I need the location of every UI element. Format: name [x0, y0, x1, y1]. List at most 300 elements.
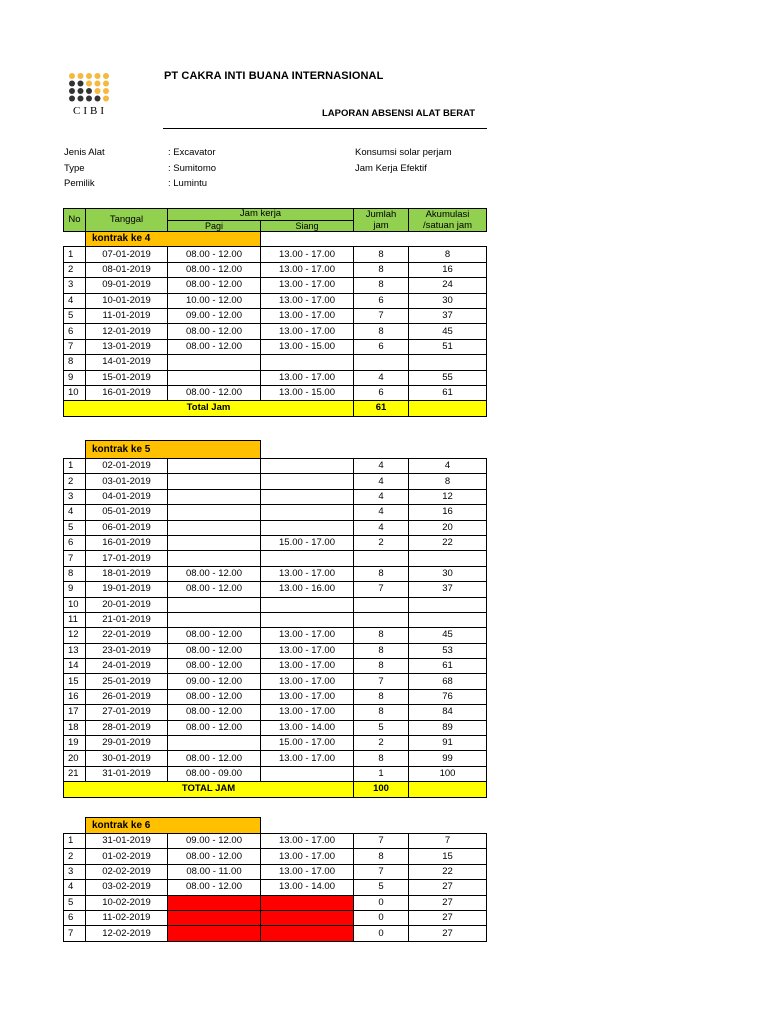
- row-no: 9: [64, 370, 86, 385]
- row-pagi: 08.00 - 12.00: [168, 849, 261, 864]
- row-no: 7: [64, 339, 86, 354]
- row-pagi: 09.00 - 12.00: [168, 834, 261, 849]
- row-tanggal: 06-01-2019: [86, 520, 168, 535]
- row-tanggal: 29-01-2019: [86, 736, 168, 751]
- row-akumulasi: 7: [409, 834, 487, 849]
- total-value: 61: [354, 401, 409, 416]
- table-row: [64, 766, 487, 781]
- row-akumulasi: 37: [409, 308, 487, 323]
- row-pagi: [168, 612, 261, 627]
- row-no: 16: [64, 689, 86, 704]
- row-tanggal: 30-01-2019: [86, 751, 168, 766]
- row-no: 6: [64, 910, 86, 925]
- row-no: 1: [64, 459, 86, 474]
- row-siang: [261, 612, 354, 627]
- row-akumulasi: 45: [409, 324, 487, 339]
- row-pagi: [168, 926, 261, 941]
- row-siang: 13.00 - 14.00: [261, 720, 354, 735]
- row-tanggal: 16-01-2019: [86, 535, 168, 550]
- row-akumulasi: 24: [409, 278, 487, 293]
- row-akumulasi: 61: [409, 659, 487, 674]
- row-akumulasi: 51: [409, 339, 487, 354]
- row-akumulasi: 99: [409, 751, 487, 766]
- row-tanggal: 15-01-2019: [86, 370, 168, 385]
- row-siang: 13.00 - 17.00: [261, 849, 354, 864]
- row-akumulasi: 76: [409, 689, 487, 704]
- row-no: 14: [64, 659, 86, 674]
- kontrak-title-row: [64, 818, 487, 834]
- jam-kerja-efektif-label: Jam Kerja Efektif: [355, 163, 427, 174]
- row-akumulasi: [409, 597, 487, 612]
- row-jumlah: [354, 355, 409, 370]
- row-no: 13: [64, 643, 86, 658]
- row-pagi: 08.00 - 12.00: [168, 720, 261, 735]
- row-siang: 13.00 - 17.00: [261, 628, 354, 643]
- row-tanggal: 19-01-2019: [86, 582, 168, 597]
- row-jumlah: 0: [354, 926, 409, 941]
- row-akumulasi: 22: [409, 535, 487, 550]
- table-row: [64, 864, 487, 879]
- row-siang: 13.00 - 17.00: [261, 566, 354, 581]
- row-siang: 13.00 - 17.00: [261, 689, 354, 704]
- table-row: [64, 895, 487, 910]
- row-jumlah: 8: [354, 324, 409, 339]
- table-row: [64, 643, 487, 658]
- row-akumulasi: 45: [409, 628, 487, 643]
- row-pagi: 08.00 - 12.00: [168, 385, 261, 400]
- report-title: LAPORAN ABSENSI ALAT BERAT: [322, 108, 476, 119]
- row-jumlah: 4: [354, 474, 409, 489]
- row-siang: 13.00 - 17.00: [261, 278, 354, 293]
- row-pagi: [168, 355, 261, 370]
- row-pagi: 08.00 - 12.00: [168, 247, 261, 262]
- row-tanggal: 05-01-2019: [86, 505, 168, 520]
- row-siang: [261, 910, 354, 925]
- row-tanggal: 10-01-2019: [86, 293, 168, 308]
- row-jumlah: 4: [354, 520, 409, 535]
- company-name: PT CAKRA INTI BUANA INTERNASIONAL: [164, 70, 384, 82]
- row-siang: 13.00 - 17.00: [261, 262, 354, 277]
- row-no: 4: [64, 880, 86, 895]
- row-jumlah: 7: [354, 834, 409, 849]
- table-row: [64, 505, 487, 520]
- kontrak-title-row: [64, 441, 487, 459]
- row-jumlah: 7: [354, 674, 409, 689]
- row-no: 9: [64, 582, 86, 597]
- row-akumulasi: 30: [409, 293, 487, 308]
- kontrak-title: kontrak ke 4: [86, 232, 261, 247]
- row-siang: [261, 520, 354, 535]
- row-tanggal: 20-01-2019: [86, 597, 168, 612]
- row-pagi: [168, 459, 261, 474]
- row-akumulasi: 37: [409, 582, 487, 597]
- logo-text: CIBI: [73, 105, 107, 117]
- table-row: [64, 628, 487, 643]
- row-jumlah: 4: [354, 459, 409, 474]
- row-tanggal: 22-01-2019: [86, 628, 168, 643]
- row-jumlah: [354, 551, 409, 566]
- row-tanggal: 09-01-2019: [86, 278, 168, 293]
- jenis-alat-label: Jenis Alat: [64, 147, 105, 158]
- row-no: 7: [64, 926, 86, 941]
- row-pagi: [168, 505, 261, 520]
- row-akumulasi: 22: [409, 864, 487, 879]
- row-akumulasi: 16: [409, 505, 487, 520]
- row-akumulasi: 53: [409, 643, 487, 658]
- attendance-table-kontrak-6: [63, 817, 487, 942]
- row-siang: 13.00 - 17.00: [261, 864, 354, 879]
- row-tanggal: 17-01-2019: [86, 551, 168, 566]
- table-row: [64, 489, 487, 504]
- row-jumlah: 7: [354, 864, 409, 879]
- row-akumulasi: 91: [409, 736, 487, 751]
- table-header-row: [64, 209, 487, 221]
- row-siang: [261, 355, 354, 370]
- row-tanggal: 04-01-2019: [86, 489, 168, 504]
- row-jumlah: 5: [354, 880, 409, 895]
- row-akumulasi: 20: [409, 520, 487, 535]
- row-no: 3: [64, 864, 86, 879]
- row-siang: [261, 551, 354, 566]
- row-no: 11: [64, 612, 86, 627]
- pemilik-label: Pemilik: [64, 178, 95, 189]
- type-label: Type: [64, 163, 85, 174]
- row-siang: [261, 895, 354, 910]
- row-tanggal: 26-01-2019: [86, 689, 168, 704]
- row-pagi: [168, 551, 261, 566]
- col-header-siang: Siang: [261, 220, 354, 232]
- table-row: [64, 582, 487, 597]
- row-jumlah: 2: [354, 535, 409, 550]
- table-row: [64, 278, 487, 293]
- row-tanggal: 31-01-2019: [86, 766, 168, 781]
- row-jumlah: 8: [354, 643, 409, 658]
- table-row: [64, 385, 487, 400]
- row-akumulasi: 8: [409, 474, 487, 489]
- row-siang: 13.00 - 15.00: [261, 385, 354, 400]
- row-siang: [261, 597, 354, 612]
- row-akumulasi: [409, 355, 487, 370]
- row-pagi: [168, 597, 261, 612]
- row-pagi: 08.00 - 12.00: [168, 643, 261, 658]
- row-jumlah: 4: [354, 505, 409, 520]
- row-akumulasi: 27: [409, 910, 487, 925]
- row-no: 4: [64, 505, 86, 520]
- row-no: 17: [64, 705, 86, 720]
- attendance-table-kontrak-5: [63, 440, 487, 798]
- row-tanggal: 14-01-2019: [86, 355, 168, 370]
- row-pagi: [168, 736, 261, 751]
- row-siang: 13.00 - 15.00: [261, 339, 354, 354]
- row-siang: 13.00 - 17.00: [261, 751, 354, 766]
- row-no: 5: [64, 308, 86, 323]
- row-jumlah: 8: [354, 628, 409, 643]
- row-akumulasi: [409, 612, 487, 627]
- row-siang: [261, 489, 354, 504]
- row-siang: 13.00 - 16.00: [261, 582, 354, 597]
- row-siang: [261, 474, 354, 489]
- table-row: [64, 926, 487, 941]
- row-jumlah: 8: [354, 566, 409, 581]
- cibi-logo: [68, 72, 112, 122]
- row-akumulasi: 16: [409, 262, 487, 277]
- row-jumlah: 0: [354, 895, 409, 910]
- table-row: [64, 720, 487, 735]
- row-jumlah: 8: [354, 278, 409, 293]
- row-siang: 13.00 - 17.00: [261, 705, 354, 720]
- row-siang: 15.00 - 17.00: [261, 535, 354, 550]
- table-row: [64, 834, 487, 849]
- row-tanggal: 01-02-2019: [86, 849, 168, 864]
- row-siang: 13.00 - 17.00: [261, 659, 354, 674]
- table-row: [64, 551, 487, 566]
- col-header-akumulasi: Akumulasi /satuan jam: [409, 209, 487, 232]
- pemilik-value: : Lumintu: [168, 178, 208, 189]
- row-no: 8: [64, 355, 86, 370]
- row-jumlah: [354, 612, 409, 627]
- table-row: [64, 339, 487, 354]
- row-tanggal: 27-01-2019: [86, 705, 168, 720]
- row-akumulasi: [409, 551, 487, 566]
- table-row: [64, 566, 487, 581]
- row-jumlah: 0: [354, 910, 409, 925]
- row-no: 10: [64, 385, 86, 400]
- row-akumulasi: 12: [409, 489, 487, 504]
- row-tanggal: 25-01-2019: [86, 674, 168, 689]
- row-no: 5: [64, 520, 86, 535]
- table-row: [64, 705, 487, 720]
- row-pagi: 08.00 - 12.00: [168, 324, 261, 339]
- row-no: 19: [64, 736, 86, 751]
- row-siang: 13.00 - 17.00: [261, 643, 354, 658]
- table-row: [64, 674, 487, 689]
- row-siang: [261, 505, 354, 520]
- row-pagi: 08.00 - 12.00: [168, 705, 261, 720]
- row-no: 7: [64, 551, 86, 566]
- row-siang: 13.00 - 17.00: [261, 308, 354, 323]
- row-tanggal: 28-01-2019: [86, 720, 168, 735]
- row-akumulasi: 89: [409, 720, 487, 735]
- row-tanggal: 12-02-2019: [86, 926, 168, 941]
- row-jumlah: 8: [354, 689, 409, 704]
- row-no: 1: [64, 834, 86, 849]
- row-akumulasi: 100: [409, 766, 487, 781]
- row-siang: [261, 766, 354, 781]
- row-pagi: [168, 474, 261, 489]
- row-jumlah: 8: [354, 659, 409, 674]
- total-row: [64, 401, 487, 416]
- row-pagi: 09.00 - 12.00: [168, 308, 261, 323]
- row-tanggal: 11-02-2019: [86, 910, 168, 925]
- row-tanggal: 03-02-2019: [86, 880, 168, 895]
- table-row: [64, 355, 487, 370]
- row-no: 2: [64, 849, 86, 864]
- row-jumlah: 6: [354, 385, 409, 400]
- table-row: [64, 880, 487, 895]
- row-pagi: [168, 489, 261, 504]
- table-row: [64, 597, 487, 612]
- row-pagi: 08.00 - 12.00: [168, 628, 261, 643]
- row-no: 20: [64, 751, 86, 766]
- table-row: [64, 293, 487, 308]
- row-siang: 13.00 - 17.00: [261, 674, 354, 689]
- row-pagi: 08.00 - 12.00: [168, 751, 261, 766]
- table-row: [64, 612, 487, 627]
- row-pagi: 08.00 - 12.00: [168, 339, 261, 354]
- row-siang: 13.00 - 17.00: [261, 324, 354, 339]
- row-siang: 15.00 - 17.00: [261, 736, 354, 751]
- row-akumulasi: 61: [409, 385, 487, 400]
- table-row: [64, 262, 487, 277]
- row-jumlah: 1: [354, 766, 409, 781]
- row-jumlah: 2: [354, 736, 409, 751]
- row-siang: [261, 926, 354, 941]
- row-pagi: 08.00 - 09.00: [168, 766, 261, 781]
- row-pagi: [168, 535, 261, 550]
- row-jumlah: 6: [354, 339, 409, 354]
- col-header-jumlah-jam: Jumlah jam: [354, 209, 409, 232]
- row-no: 18: [64, 720, 86, 735]
- row-tanggal: 23-01-2019: [86, 643, 168, 658]
- row-no: 12: [64, 628, 86, 643]
- total-label: Total Jam: [64, 401, 354, 416]
- row-siang: 13.00 - 17.00: [261, 834, 354, 849]
- row-no: 3: [64, 489, 86, 504]
- row-siang: 13.00 - 17.00: [261, 293, 354, 308]
- row-jumlah: 8: [354, 849, 409, 864]
- row-siang: 13.00 - 17.00: [261, 370, 354, 385]
- row-tanggal: 16-01-2019: [86, 385, 168, 400]
- row-no: 2: [64, 262, 86, 277]
- row-jumlah: 7: [354, 582, 409, 597]
- row-jumlah: 6: [354, 293, 409, 308]
- row-tanggal: 03-01-2019: [86, 474, 168, 489]
- row-jumlah: 8: [354, 247, 409, 262]
- table-row: [64, 324, 487, 339]
- row-jumlah: 8: [354, 705, 409, 720]
- row-no: 1: [64, 247, 86, 262]
- row-tanggal: 07-01-2019: [86, 247, 168, 262]
- row-pagi: 08.00 - 11.00: [168, 864, 261, 879]
- row-pagi: 08.00 - 12.00: [168, 659, 261, 674]
- table-row: [64, 736, 487, 751]
- attendance-table-kontrak-4: [63, 208, 487, 417]
- row-tanggal: 21-01-2019: [86, 612, 168, 627]
- table-row: [64, 849, 487, 864]
- row-siang: 13.00 - 14.00: [261, 880, 354, 895]
- table-row: [64, 751, 487, 766]
- table-row: [64, 689, 487, 704]
- row-akumulasi: 8: [409, 247, 487, 262]
- row-pagi: 08.00 - 12.00: [168, 278, 261, 293]
- row-pagi: 08.00 - 12.00: [168, 582, 261, 597]
- row-no: 5: [64, 895, 86, 910]
- row-pagi: 08.00 - 12.00: [168, 689, 261, 704]
- kontrak-title: kontrak ke 5: [86, 441, 261, 459]
- row-no: 21: [64, 766, 86, 781]
- row-tanggal: 13-01-2019: [86, 339, 168, 354]
- col-header-tanggal: Tanggal: [86, 209, 168, 232]
- row-jumlah: 7: [354, 308, 409, 323]
- table-row: [64, 659, 487, 674]
- row-no: 8: [64, 566, 86, 581]
- row-pagi: [168, 520, 261, 535]
- row-jumlah: [354, 597, 409, 612]
- row-no: 10: [64, 597, 86, 612]
- table-row: [64, 910, 487, 925]
- row-pagi: [168, 895, 261, 910]
- row-siang: [261, 459, 354, 474]
- row-tanggal: 24-01-2019: [86, 659, 168, 674]
- row-jumlah: 5: [354, 720, 409, 735]
- row-akumulasi: 68: [409, 674, 487, 689]
- header-divider: [163, 128, 487, 129]
- kontrak-title: kontrak ke 6: [86, 818, 261, 834]
- row-pagi: 08.00 - 12.00: [168, 880, 261, 895]
- row-no: 2: [64, 474, 86, 489]
- row-tanggal: 10-02-2019: [86, 895, 168, 910]
- row-no: 4: [64, 293, 86, 308]
- row-jumlah: 4: [354, 489, 409, 504]
- table-row: [64, 370, 487, 385]
- row-tanggal: 08-01-2019: [86, 262, 168, 277]
- row-tanggal: 02-01-2019: [86, 459, 168, 474]
- col-header-pagi: Pagi: [168, 220, 261, 232]
- row-pagi: 09.00 - 12.00: [168, 674, 261, 689]
- row-akumulasi: 4: [409, 459, 487, 474]
- row-tanggal: 12-01-2019: [86, 324, 168, 339]
- row-jumlah: 8: [354, 751, 409, 766]
- row-no: 6: [64, 324, 86, 339]
- row-pagi: 10.00 - 12.00: [168, 293, 261, 308]
- row-tanggal: 31-01-2019: [86, 834, 168, 849]
- row-akumulasi: 27: [409, 895, 487, 910]
- col-header-no: No: [64, 209, 86, 232]
- row-siang: 13.00 - 17.00: [261, 247, 354, 262]
- row-pagi: 08.00 - 12.00: [168, 566, 261, 581]
- table-row: [64, 535, 487, 550]
- row-no: 6: [64, 535, 86, 550]
- row-pagi: [168, 370, 261, 385]
- kontrak-title-row: [64, 232, 487, 247]
- table-row: [64, 308, 487, 323]
- row-tanggal: 18-01-2019: [86, 566, 168, 581]
- row-pagi: [168, 910, 261, 925]
- row-jumlah: 4: [354, 370, 409, 385]
- table-row: [64, 459, 487, 474]
- row-jumlah: 8: [354, 262, 409, 277]
- row-akumulasi: 27: [409, 926, 487, 941]
- konsumsi-label: Konsumsi solar perjam: [355, 147, 452, 158]
- row-tanggal: 02-02-2019: [86, 864, 168, 879]
- total-value: 100: [354, 782, 409, 797]
- col-header-jam-kerja: Jam kerja: [168, 209, 354, 221]
- row-no: 3: [64, 278, 86, 293]
- jenis-alat-value: : Excavator: [168, 147, 216, 158]
- row-akumulasi: 27: [409, 880, 487, 895]
- table-row: [64, 474, 487, 489]
- row-tanggal: 11-01-2019: [86, 308, 168, 323]
- total-row: [64, 782, 487, 797]
- row-akumulasi: 55: [409, 370, 487, 385]
- row-no: 15: [64, 674, 86, 689]
- row-akumulasi: 84: [409, 705, 487, 720]
- type-value: : Sumitomo: [168, 163, 217, 174]
- row-akumulasi: 15: [409, 849, 487, 864]
- table-row: [64, 520, 487, 535]
- row-akumulasi: 30: [409, 566, 487, 581]
- row-pagi: 08.00 - 12.00: [168, 262, 261, 277]
